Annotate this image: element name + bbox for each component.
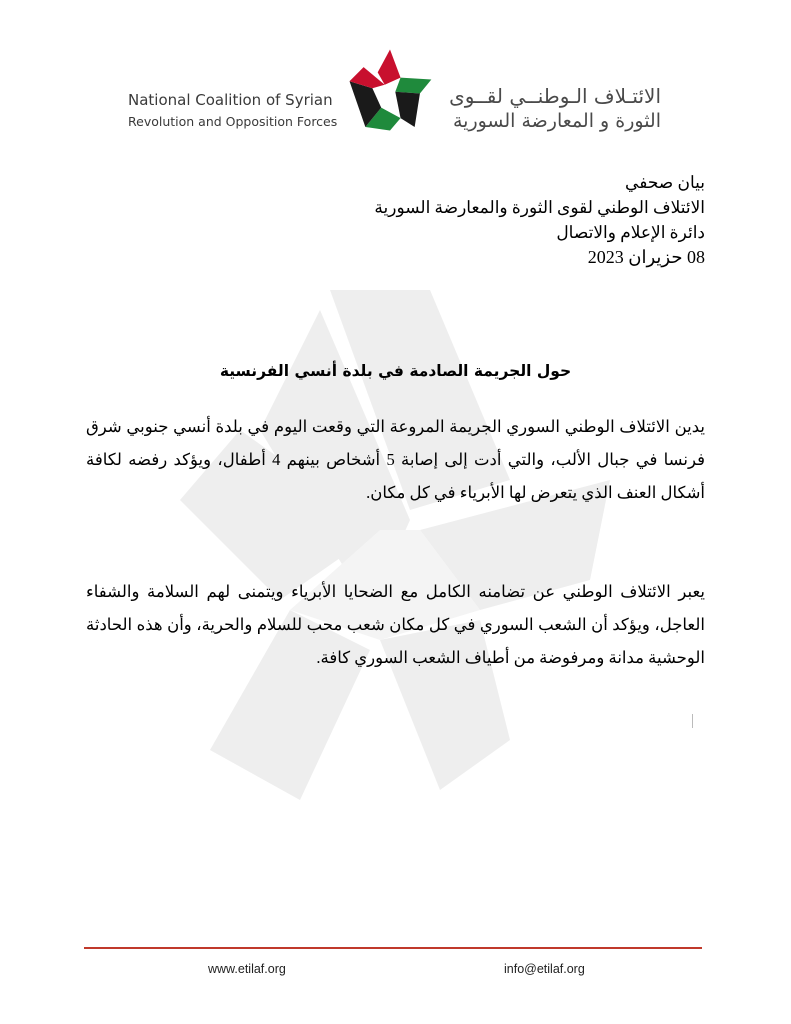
header-arabic [449,84,661,134]
press-date: 08 حزيران 2023 [587,247,705,267]
press-organization: الائتلاف الوطني لقوى الثورة والمعارضة السورية [374,198,705,217]
header-en-line2: Revolution and Opposition Forces [128,114,338,129]
header-english [128,90,337,132]
header-ar-line1: الائتـلاف الـوطنــي لقــوى [449,84,661,108]
text-cursor-mark [692,714,693,728]
footer-email: info@etilaf.org [504,962,585,976]
paragraph-1: يدين الائتلاف الوطني السوري الجريمة المروعة التي وقعت اليوم في بلدة أنسي جنوبي شرق فرنسا في جبال الألب، والتي أدت إلى إصابة 5 أشخاص بينهم 4 أطفال، ويؤكد رفضه لكافة أشكال العنف الذي يتعرض لها الأبرياء في كل مكان. [86,417,705,502]
paragraph-2: يعبر الائتلاف الوطني عن تضامنه الكامل مع الضحايا الأبرياء ويتمنى لهم السلامة والشفاء العاجل، ويؤكد أن الشعب السوري في كل مكان شعب محب للسلام والحرية، وأن هذه الحادثة الوحشية مدانة ومرفوضة من أطياف الشعب السوري كافة. [86,582,705,667]
header-en-line1: National Coalition of Syrian [128,91,333,109]
watermark-star-logo [180,280,610,800]
header-ar-line2: الثورة و المعارضة السورية [452,110,661,132]
footer-website: www.etilaf.org [208,962,286,976]
press-type: بيان صحفي [625,173,705,192]
footer-divider [84,947,702,949]
press-department: دائرة الإعلام والاتصال [556,223,705,242]
document-title: حول الجريمة الصادمة في بلدة أنسي الفرنسية [219,362,572,380]
coalition-star-logo-icon [346,46,434,134]
press-info [374,170,705,270]
